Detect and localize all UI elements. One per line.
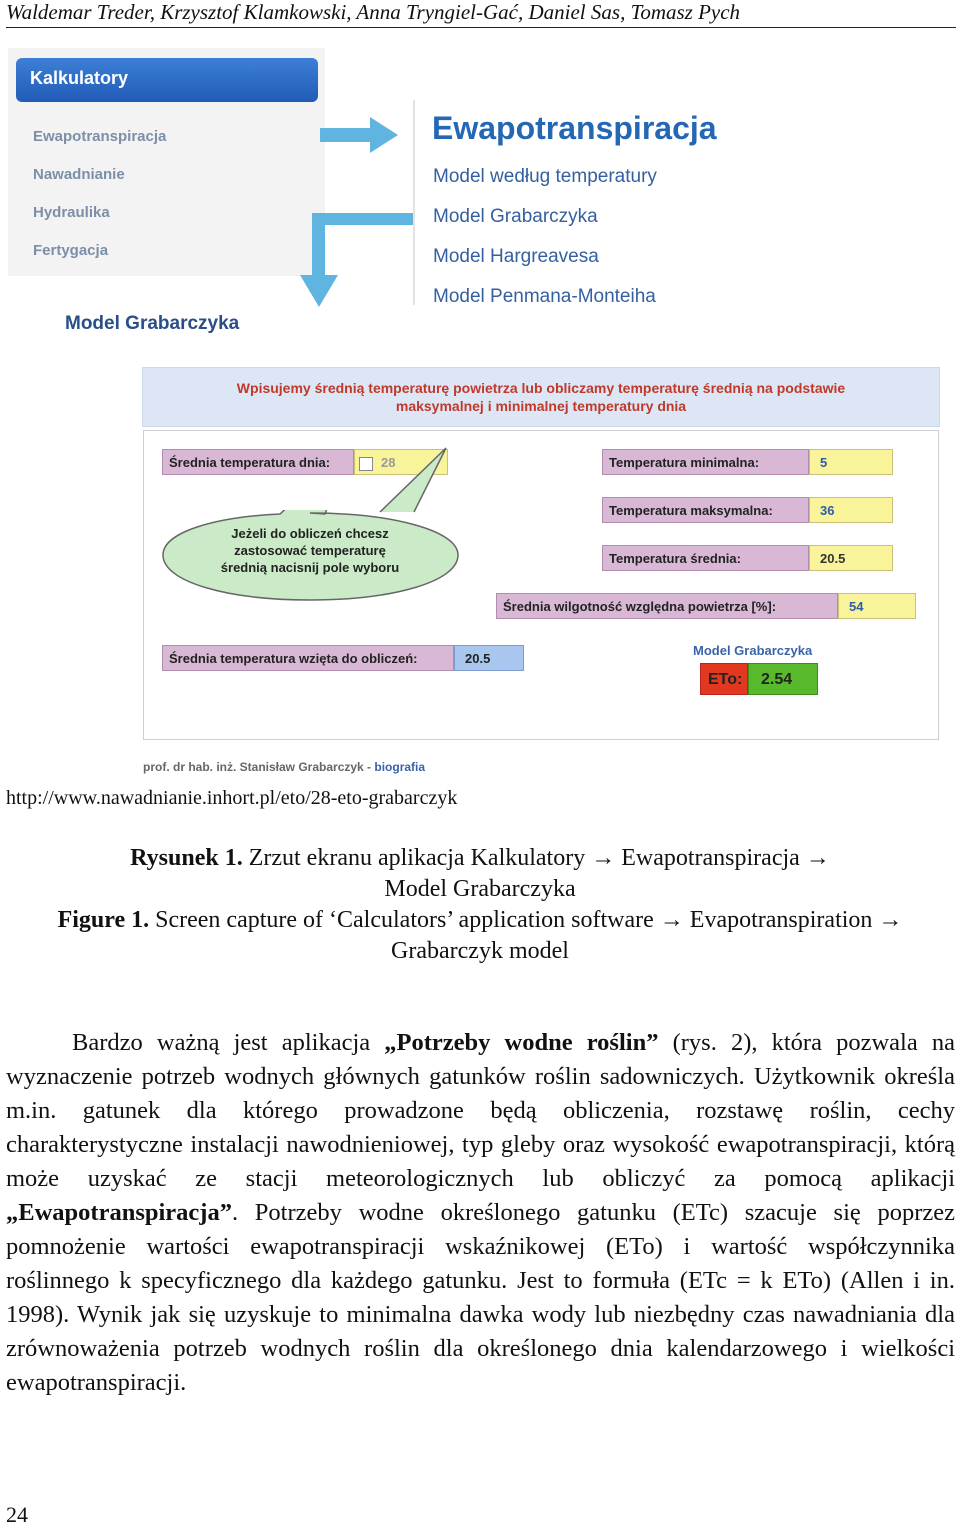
caption-pl-text: Zrzut ekranu aplikacja Kalkulatory → Ewapotranspiracja → <box>242 845 830 871</box>
tavg-field <box>602 545 893 571</box>
running-header: Waldemar Treder, Krzysztof Klamkowski, Anna Tryngiel-Gać, Daniel Sas, Tomasz Pych <box>6 0 741 24</box>
para-text-3: . Potrzeby wodne określonego gatunku (ETc) szacuje się poprzez pomnożenie wartości ewapotranspiracji wskaźnikowej (ETo) i wartość współczynnika roślinnego k specyficznego dla każdego gatunku. Jest to formuła (ETc = k ETo) (Allen i in. 1998). Wynik jak się uzyskuje to minimalna dawka wody lub niezbędny czas nawadniania dla zrównoważenia potrzeb wodnych roślin dla określonego dnia kalendarzowego i wielkości ewapotranspiracji. <box>6 1199 955 1396</box>
caption-en-line-2: Grabarczyk model <box>391 938 569 964</box>
arrow-right-icon <box>320 117 400 153</box>
menu-item-ewapotranspiracja[interactable]: Ewapotranspiracja <box>33 128 167 145</box>
tmin-input[interactable]: 5 <box>809 449 893 475</box>
hint-line-2: zastosować temperaturę <box>234 543 386 558</box>
avg-day-value: 28 <box>381 455 396 470</box>
avg-day-label <box>162 449 354 475</box>
source-url: http://www.nawadnianie.inhort.pl/eto/28-eto-grabarczyk <box>6 787 458 809</box>
menu-item-nawadnianie[interactable]: Nawadnianie <box>33 166 125 183</box>
used-temp-field <box>162 645 524 671</box>
instruction-line-1: Wpisujemy średnią temperaturę powietrza lub obliczamy temperaturę średnią na podstawie <box>236 380 846 396</box>
submenu-item-hargreavesa[interactable]: Model Hargreavesa <box>433 246 599 267</box>
calculators-menu-title: Kalkulatory <box>30 68 129 88</box>
used-temp-value: 20.5 <box>454 645 524 671</box>
humidity-field <box>496 593 916 619</box>
tmax-input[interactable]: 36 <box>809 497 893 523</box>
calculators-menu-header[interactable] <box>16 58 318 102</box>
caption-en-text: Screen capture of ‘Calculators’ application software → Evapotranspiration → <box>149 907 903 933</box>
instruction-line-2: maksymalnej i minimalnej temperatury dnia <box>395 398 687 414</box>
eto-label: ETo: <box>700 663 748 695</box>
humidity-label: Średnia wilgotność względna powietrza [%]: <box>496 593 838 619</box>
menu-item-hydraulika[interactable]: Hydraulika <box>33 204 110 221</box>
used-temp-label: Średnia temperatura wzięta do obliczeń: <box>162 645 454 671</box>
author-credit <box>143 760 425 774</box>
submenu-item-penmana[interactable]: Model Penmana-Monteiha <box>433 286 656 307</box>
para-text-1: Bardzo ważną jest aplikacja <box>72 1029 385 1056</box>
humidity-input[interactable]: 54 <box>838 593 916 619</box>
instruction-banner <box>142 367 940 427</box>
hint-line-3: średnią nacisnij pole wyboru <box>220 560 400 575</box>
bubble-tail <box>340 436 450 516</box>
submenu-item-grabarczyka[interactable]: Model Grabarczyka <box>433 206 598 227</box>
caption-pl-line-1 <box>0 843 960 874</box>
para-bold-2: „Ewapotranspiracja” <box>6 1199 232 1226</box>
tavg-label: Temperatura średnia: <box>602 545 809 571</box>
menu-item-fertygacja[interactable]: Fertygacja <box>33 242 109 259</box>
tmin-label: Temperatura minimalna: <box>602 449 809 475</box>
tavg-value: 20.5 <box>809 545 893 571</box>
eto-value: 2.54 <box>748 663 818 695</box>
biography-link[interactable]: biografia <box>374 760 426 774</box>
submenu-divider <box>413 100 415 305</box>
tmax-label: Temperatura maksymalna: <box>602 497 809 523</box>
tmax-field <box>602 497 893 523</box>
caption-pl-line-2: Model Grabarczyka <box>384 876 576 902</box>
model-heading: Model Grabarczyka <box>65 313 240 334</box>
hint-text <box>200 525 420 576</box>
para-bold-1: „Potrzeby wodne roślin” <box>384 1029 659 1056</box>
body-paragraph <box>6 1026 955 1400</box>
arrow-down-icon <box>300 210 415 310</box>
page-number: 24 <box>6 1502 28 1527</box>
submenu-title: Ewapotranspiracja <box>432 110 717 146</box>
avg-day-label-text: Średnia temperatura dnia: <box>169 455 331 470</box>
author-credit-text: prof. dr hab. inż. Stanisław Grabarczyk - <box>143 760 375 774</box>
caption-pl-label: Rysunek 1. <box>130 845 243 871</box>
caption-en-line-1 <box>0 905 960 936</box>
tmin-field <box>602 449 893 475</box>
para-text-2: (rys. 2), która pozwala na wyznaczenie potrzeb wodnych głównych gatunków roślin sadowniczych. Użytkownik określa m.in. gatunek dla którego prowadzone będą obliczenia, rozstawę roślin, cechy charakterystyczne instalacji nawodnieniowej, typ gleby oraz wysokość ewapotranspiracji, którą może uzyskać ze stacji meteorologicznych lub obliczyć za pomocą aplikacji <box>6 1029 955 1192</box>
instruction-text <box>143 379 939 415</box>
hint-line-1: Jeżeli do obliczeń chcesz <box>231 526 389 541</box>
caption-en-label: Figure 1. <box>57 907 150 933</box>
header-rule <box>6 27 956 28</box>
result-model-label: Model Grabarczyka <box>693 643 813 658</box>
submenu-item-temperatura[interactable]: Model według temperatury <box>433 166 657 187</box>
